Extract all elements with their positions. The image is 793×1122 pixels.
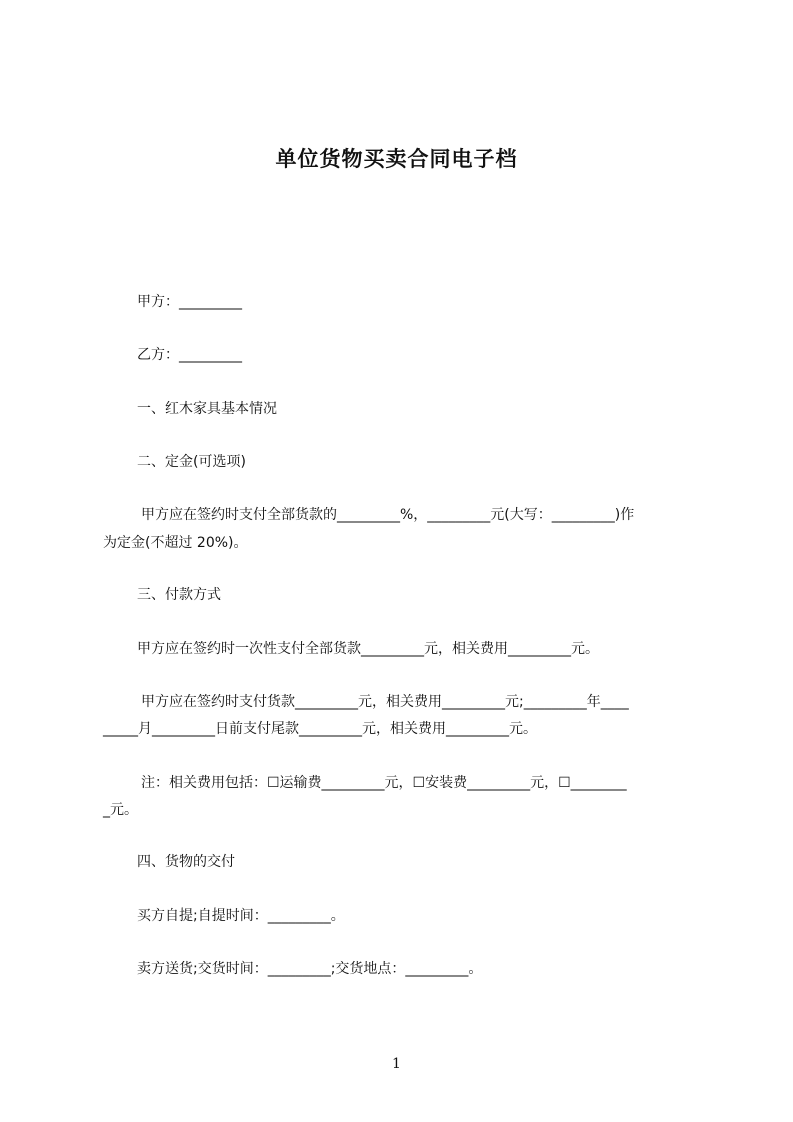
party-b-line: 乙方：_________ [137,347,242,363]
page-number: 1 [392,1056,401,1072]
payment-installment-line-2: _____月_________日前支付尾款_________元，相关费用_________元。 [103,721,537,737]
buyer-pickup-line: 买方自提;自提时间：_________。 [137,908,345,924]
party-a-line: 甲方：_________ [137,294,242,310]
payment-installment-line-1: 甲方应在签约时支付货款_________元，相关费用_________元;_________年____ [141,694,629,710]
section-heading-4: 四、货物的交付 [137,854,235,870]
deposit-paragraph-line-1: 甲方应在签约时支付全部货款的_________%，_________元(大写：_________)作 [141,507,635,523]
document-title: 单位货物买卖合同电子档 [275,147,518,171]
payment-lump-sum-line: 甲方应在签约时一次性支付全部货款_________元，相关费用_________元。 [137,641,599,657]
section-heading-2: 二、定金(可选项) [137,454,246,470]
section-heading-3: 三、付款方式 [137,587,221,603]
seller-delivery-line: 卖方送货;交货时间：_________;交货地点：_________。 [137,961,483,977]
section-heading-1: 一、红木家具基本情况 [137,401,277,417]
deposit-paragraph-line-2: 为定金(不超过 20%)。 [103,535,248,551]
fees-note-line-2: _元。 [103,802,138,818]
fees-note-line-1: 注：相关费用包括：☐运输费_________元，☐安装费_________元，☐________ [141,775,627,791]
